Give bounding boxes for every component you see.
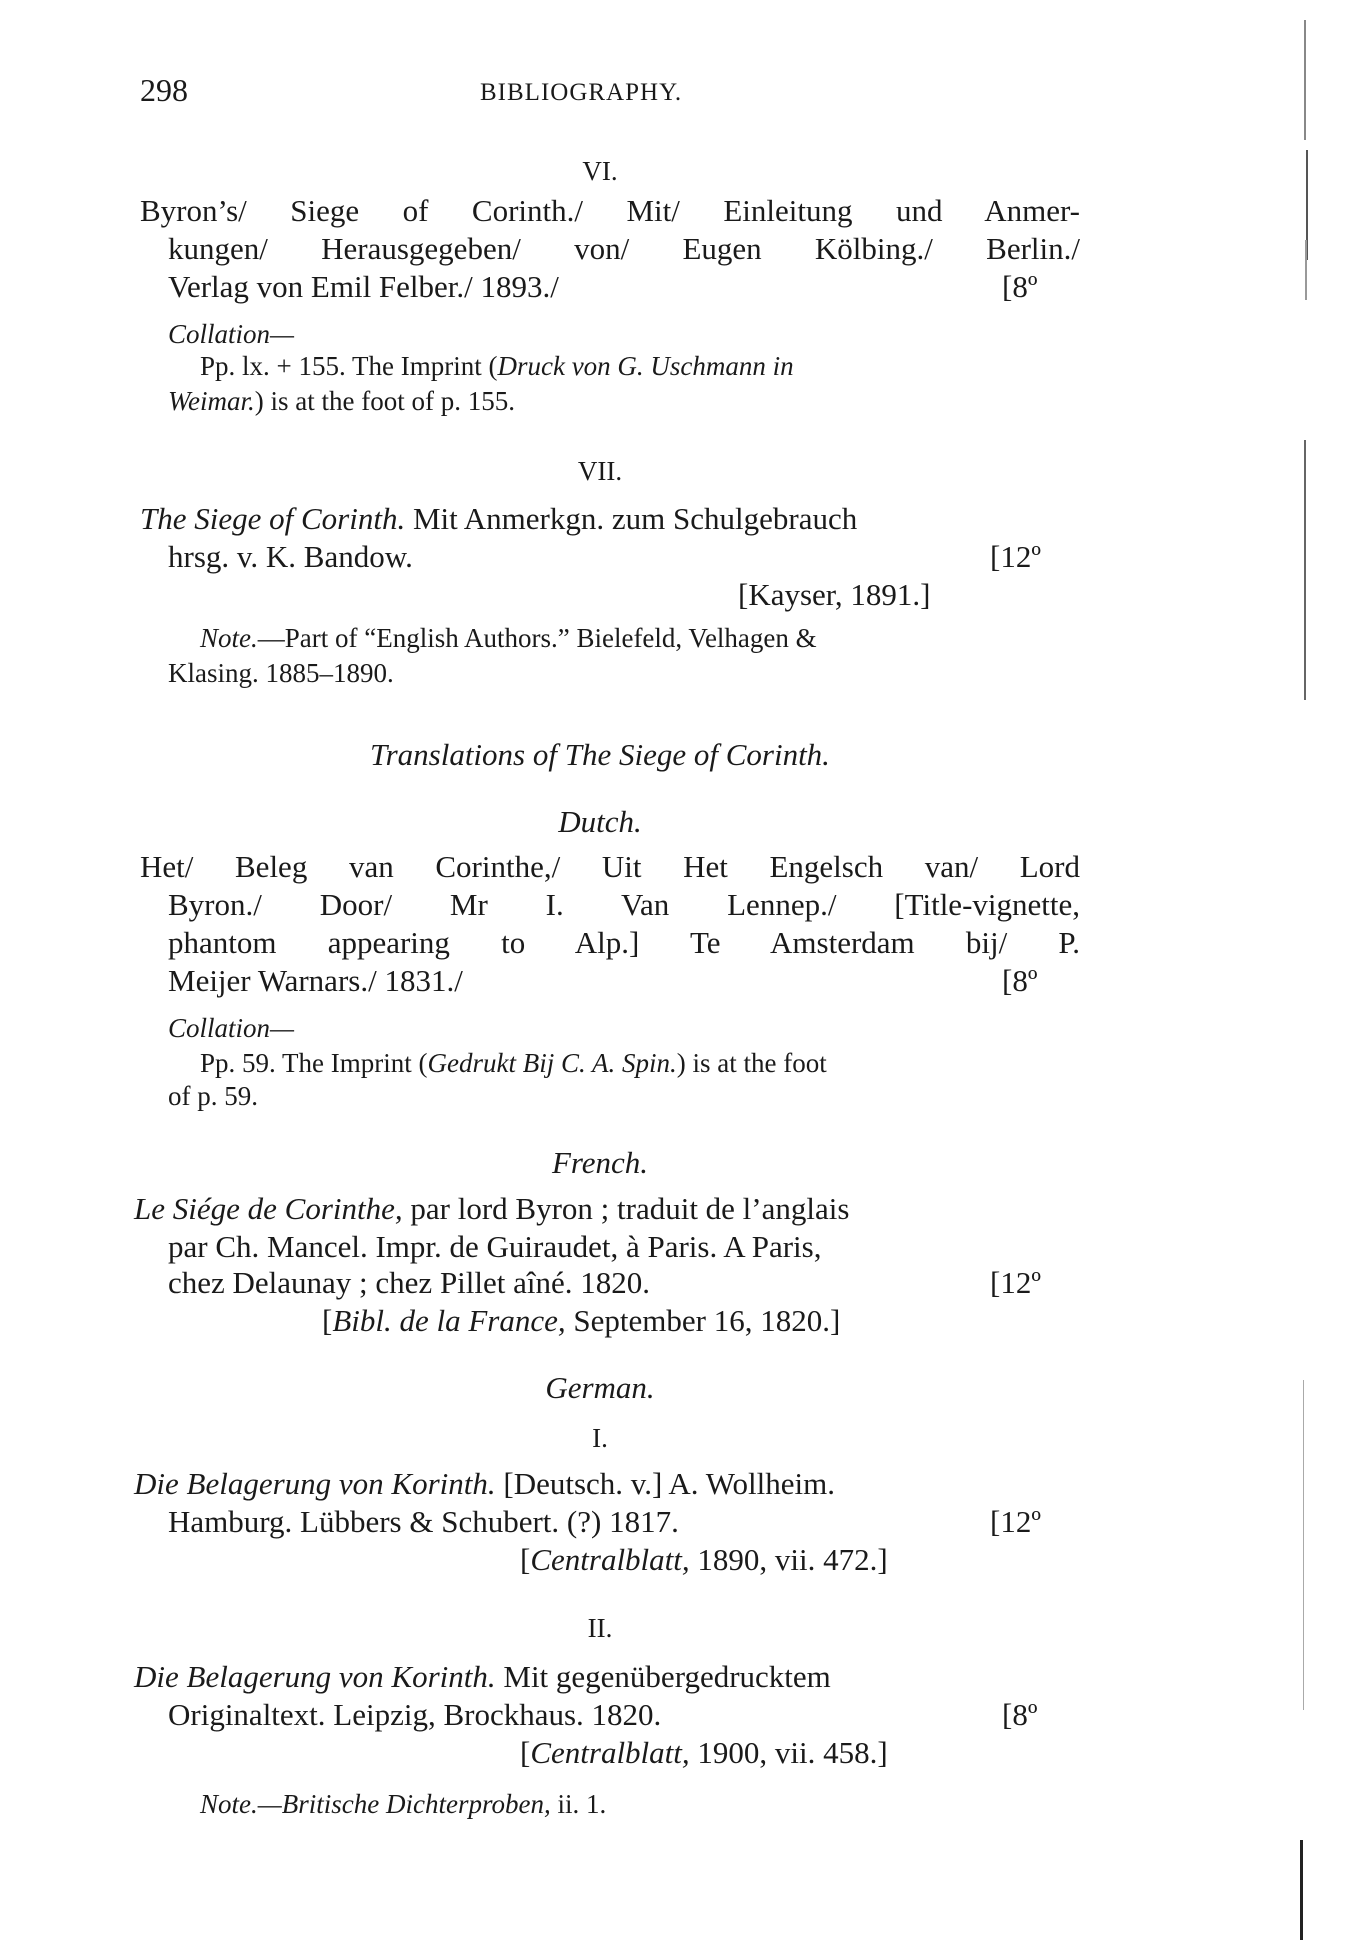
dutch-format: [8º xyxy=(1002,963,1038,998)
entry-vi-line-2: kungen/ Herausgegeben/ von/ Eugen Kölbing./ Berlin./ xyxy=(168,231,1080,266)
entry-vii-line-2: hrsg. v. K. Bandow. xyxy=(168,539,413,574)
entry-vii-line-1: The Siege of Corinth. Mit Anmerkgn. zum Schulgebrauch xyxy=(140,501,858,536)
german-ii-line-1: Die Belagerung von Korinth. Mit gegenübergedrucktem xyxy=(134,1659,831,1694)
french-source: [Bibl. de la France, September 16, 1820.] xyxy=(322,1303,841,1338)
entry-vi-line-3: Verlag von Emil Felber./ 1893./ xyxy=(168,269,559,304)
german-ii-number: II. xyxy=(587,1613,613,1643)
entry-vi-format: [8º xyxy=(1002,269,1038,304)
german-i-line-1: Die Belagerung von Korinth. [Deutsch. v.] A. Wollheim. xyxy=(134,1466,835,1501)
entry-vi-collation-label: Collation— xyxy=(168,319,295,349)
german-ii-format: [8º xyxy=(1002,1697,1038,1732)
running-title: BIBLIOGRAPHY. xyxy=(480,79,683,106)
dutch-collation-line-1: Pp. 59. The Imprint (Gedrukt Bij C. A. Spin.) is at the foot xyxy=(200,1048,827,1078)
german-ii-note: Note.—Britische Dichterproben, ii. 1. xyxy=(200,1789,607,1819)
dutch-line-2: Byron./ Door/ Mr I. Van Lennep./ [Title-vignette, xyxy=(168,887,1080,922)
page-edge-mark xyxy=(1305,240,1307,300)
entry-vi-collation-line-1: Pp. lx. + 155. The Imprint (Druck von G. Uschmann in xyxy=(200,351,794,381)
dutch-heading: Dutch. xyxy=(558,804,642,839)
page-edge-mark xyxy=(1303,1380,1304,1710)
german-i-format: [12º xyxy=(990,1504,1041,1539)
dutch-collation-label: Collation— xyxy=(168,1013,295,1043)
dutch-line-3: phantom appearing to Alp.] Te Amsterdam bij/ P. xyxy=(168,925,1080,960)
entry-vi-collation-line-2: Weimar.) is at the foot of p. 155. xyxy=(168,386,515,416)
french-line-2: par Ch. Mancel. Impr. de Guiraudet, à Paris. A Paris, xyxy=(168,1229,822,1264)
german-i-number: I. xyxy=(592,1423,608,1453)
entry-vii-note-line-2: Klasing. 1885–1890. xyxy=(168,658,394,688)
page-edge-mark xyxy=(1304,440,1306,700)
french-line-3: chez Delaunay ; chez Pillet aîné. 1820. xyxy=(168,1265,651,1300)
page-edge-mark xyxy=(1304,20,1306,140)
translations-heading: Translations of The Siege of Corinth. xyxy=(370,737,830,772)
dutch-line-4: Meijer Warnars./ 1831./ xyxy=(168,963,463,998)
dutch-line-1: Het/ Beleg van Corinthe,/ Uit Het Engelsch van/ Lord xyxy=(140,849,1080,884)
entry-vi-line-1: Byron’s/ Siege of Corinth./ Mit/ Einleitung und Anmer- xyxy=(140,193,1080,228)
french-heading: French. xyxy=(551,1145,649,1180)
entry-vi-number: VI. xyxy=(582,156,618,186)
entry-vii-note-line-1: Note.—Part of “English Authors.” Bielefeld, Velhagen & xyxy=(200,623,817,653)
entry-vii-source: [Kayser, 1891.] xyxy=(738,577,931,612)
german-ii-line-2: Originaltext. Leipzig, Brockhaus. 1820. xyxy=(168,1697,662,1732)
entry-vii-format: [12º xyxy=(990,539,1041,574)
german-i-line-2: Hamburg. Lübbers & Schubert. (?) 1817. xyxy=(168,1504,679,1539)
french-format: [12º xyxy=(990,1265,1041,1300)
german-i-source: [Centralblatt, 1890, vii. 472.] xyxy=(520,1542,888,1577)
page-number: 298 xyxy=(140,72,188,108)
dutch-collation-line-2: of p. 59. xyxy=(168,1081,258,1111)
entry-vii-number: VII. xyxy=(577,456,623,486)
french-line-1: Le Siége de Corinthe, par lord Byron ; traduit de l’anglais xyxy=(134,1191,850,1226)
page-edge-mark xyxy=(1300,1840,1303,1940)
german-heading: German. xyxy=(545,1370,655,1405)
german-ii-source: [Centralblatt, 1900, vii. 458.] xyxy=(520,1735,888,1770)
